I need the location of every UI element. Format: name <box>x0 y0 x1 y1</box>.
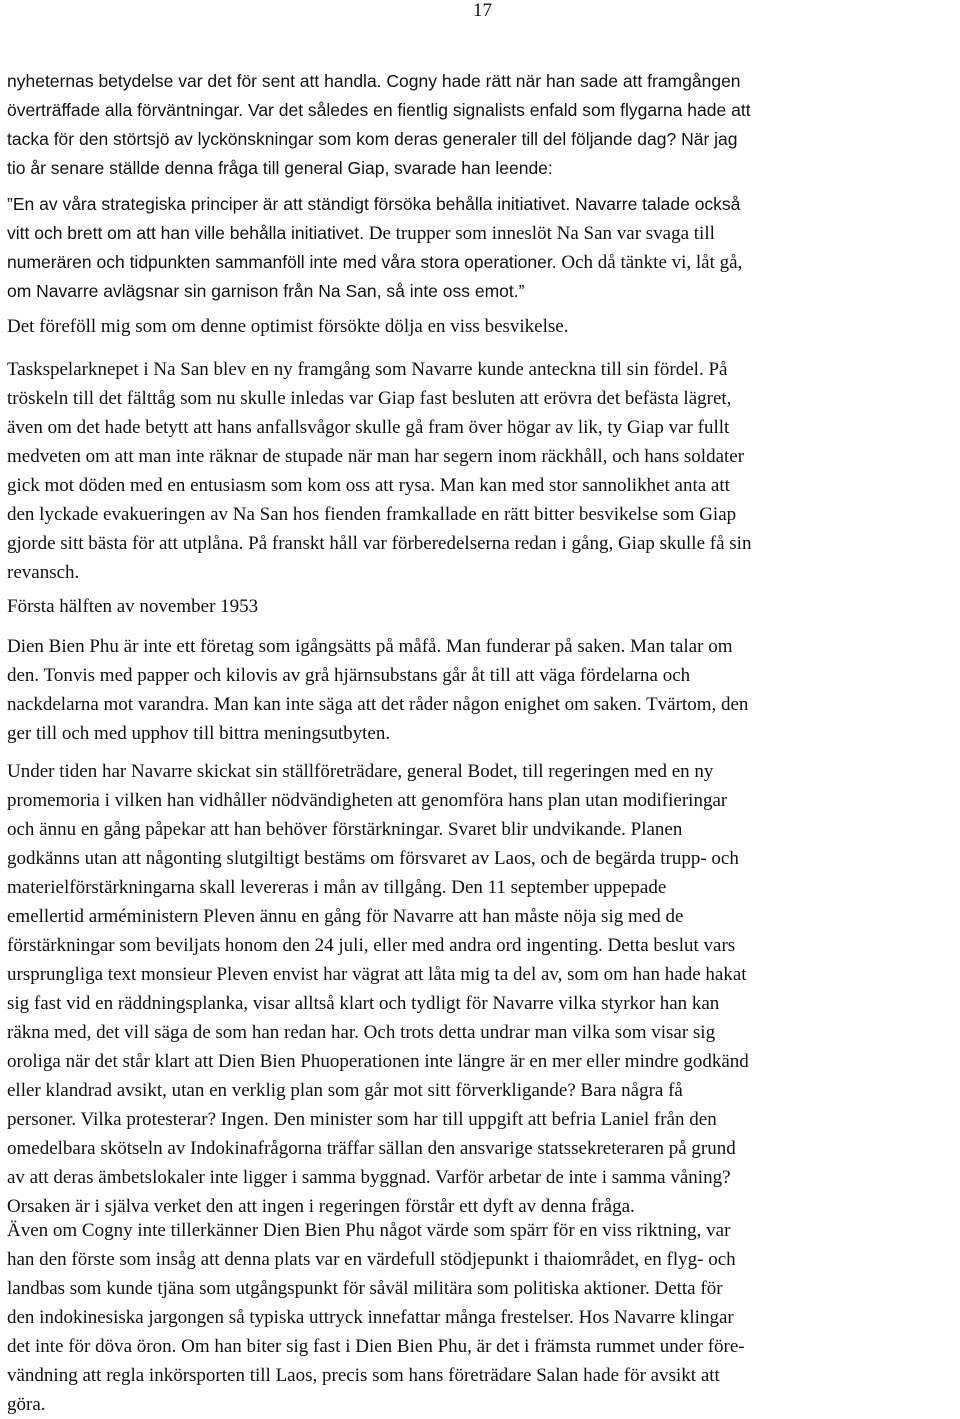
paragraph-4 <box>7 355 955 587</box>
text-line: sig fast vid en räddningsplanka, visar alltså klart och tydligt för Navarre vilka styrkor han kan <box>7 993 720 1014</box>
text-segment: vitt och brett om att han ville behålla initiativet. <box>7 223 364 243</box>
text-line: av att deras ämbetslokaler inte ligger i samma byggnad. Varför arbetar de inte i samma våning? <box>7 1167 731 1188</box>
text-line: Dien Bien Phu är inte ett företag som igångsätts på måfå. Man funderar på saken. Man talar om <box>7 636 733 657</box>
page-number: 17 <box>473 0 492 21</box>
text-line <box>7 248 955 277</box>
text-line: tröskeln till det fälttåg som nu skulle inledas var Giap fast besluten att erövra det befästa lägret, <box>7 388 732 409</box>
text-line: revansch. <box>7 562 80 583</box>
text-line: emellertid arméministern Pleven ännu en gång för Navarre att han måste nöja sig med de <box>7 906 684 927</box>
text-line: han den förste som insåg att denna plats var en värdefull stödjepunkt i thaiområdet, en flyg- och <box>7 1249 736 1270</box>
text-line: ”En av våra strategiska principer är att ständigt försöka behålla initiativet. Navarre talade också <box>7 194 741 214</box>
text-line: det inte för döva öron. Om han biter sig fast i Dien Bien Phu, är det i främsta rummet under före- <box>7 1336 745 1357</box>
text-line: landbas som kunde tjäna som utgångspunkt för såväl militära som politiska aktioner. Detta för <box>7 1278 723 1299</box>
text-line: tio år senare ställde denna fråga till general Giap, svarade han leende: <box>7 158 553 178</box>
text-line: Orsaken är i själva verket den att ingen i regeringen förstår ett dyft av denna fråga. <box>7 1196 635 1217</box>
paragraph-2-quote <box>7 190 955 306</box>
paragraph-7 <box>7 1216 955 1419</box>
text-line: och ännu en gång påpekar att han behöver förstärkningar. Svaret blir undvikande. Planen <box>7 819 683 840</box>
text-line <box>7 219 955 248</box>
text-line: överträffade alla förväntningar. Var det således en fientlig signalists enfald som flygarna hade att <box>7 100 751 120</box>
text-segment: De trupper som inneslöt Na San var svaga till <box>364 223 715 244</box>
text-line: ger till och med upphov till bittra meningsutbyten. <box>7 723 391 744</box>
text-line: Under tiden har Navarre skickat sin ställföreträdare, general Bodet, till regeringen med en ny <box>7 761 714 782</box>
text-line: oroliga när det står klart att Dien Bien Phuoperationen inte längre är en mer eller mindre godkänd <box>7 1051 749 1072</box>
section-heading <box>7 592 955 621</box>
text-line: medveten om att man inte räknar de stupade när man har segern inom räckhåll, och hans soldater <box>7 446 745 467</box>
text-line: eller klandrad avsikt, utan en verklig plan som går mot sitt förverkligande? Bara några få <box>7 1080 683 1101</box>
paragraph-1 <box>7 67 955 183</box>
text-line: den lyckade evakueringen av Na San hos fienden framkallade en rätt bitter besvikelse som Giap <box>7 504 737 525</box>
text-segment: Och då tänkte vi, låt gå, <box>556 252 743 273</box>
paragraph-6 <box>7 757 955 1221</box>
text-line: personer. Vilka protesterar? Ingen. Den minister som har till uppgift att befria Laniel från den <box>7 1109 717 1130</box>
text-line: promemoria i vilken han vidhåller nödvändigheten att genomföra hans plan utan modifieringar <box>7 790 728 811</box>
text-line: nackdelarna mot varandra. Man kan inte säga att det råder någon enighet om saken. Tvärtom, den <box>7 694 749 715</box>
text-line: materielförstärkningarna skall levereras i mån av tillgång. Den 11 september uppepade <box>7 877 667 898</box>
paragraph-5 <box>7 632 955 748</box>
text-line: förstärkningar som beviljats honom den 24 juli, eller med andra ord ingenting. Detta beslut vars <box>7 935 736 956</box>
text-segment: numerären och tidpunkten sammanföll inte med våra stora operationer. <box>7 252 557 272</box>
text-line: Taskspelarknepet i Na San blev en ny framgång som Navarre kunde anteckna till sin fördel. På <box>7 359 728 380</box>
text-line: räkna med, det vill säga de som han redan har. Och trots detta undrar man vilka som visar sig <box>7 1022 716 1043</box>
text-line: nyheternas betydelse var det för sent att handla. Cogny hade rätt när han sade att framgången <box>7 71 741 91</box>
text-line: gjorde sitt bästa för att utplåna. På franskt håll var förberedelserna redan i gång, Giap skulle få sin <box>7 533 752 554</box>
text-line: den indokinesiska jargongen så typiska uttryck innefattar många frestelser. Hos Navarre klingar <box>7 1307 734 1328</box>
text-line: Även om Cogny inte tillerkänner Dien Bien Phu något värde som spärr för en viss riktning, var <box>7 1220 731 1241</box>
text-line: ursprungliga text monsieur Pleven envist har vägrat att låta mig ta del av, som om han hade hakat <box>7 964 747 985</box>
text-line: Det föreföll mig som om denne optimist försökte dölja en viss besvikelse. <box>7 316 569 337</box>
text-line: godkänns utan att någonting slutgiltigt bestäms om försvaret av Laos, och de begärda trupp- och <box>7 848 739 869</box>
text-line: vändning att regla inkörsporten till Laos, precis som hans företrädare Salan hade för avsikt att <box>7 1365 720 1386</box>
heading-text: Första hälften av november 1953 <box>7 596 259 617</box>
paragraph-3 <box>7 312 955 341</box>
text-line: tacka för den störtsjö av lyckönskningar som kom deras generaler till del följande dag? När jag <box>7 129 738 149</box>
text-line: omedelbara skötseln av Indokinafrågorna träffar sällan den ansvarige statssekreteraren på grund <box>7 1138 736 1159</box>
text-line: även om det hade betytt att hans anfallsvågor skulle gå fram över högar av lik, ty Giap var fullt <box>7 417 730 438</box>
text-line: göra. <box>7 1394 46 1415</box>
text-line: gick mot döden med en entusiasm som kom oss att rysa. Man kan med stor sannolikhet anta att <box>7 475 730 496</box>
text-line: om Navarre avlägsnar sin garnison från Na San, så inte oss emot.” <box>7 281 525 301</box>
text-line: den. Tonvis med papper och kilovis av grå hjärnsubstans går åt till att väga fördelarna och <box>7 665 691 686</box>
